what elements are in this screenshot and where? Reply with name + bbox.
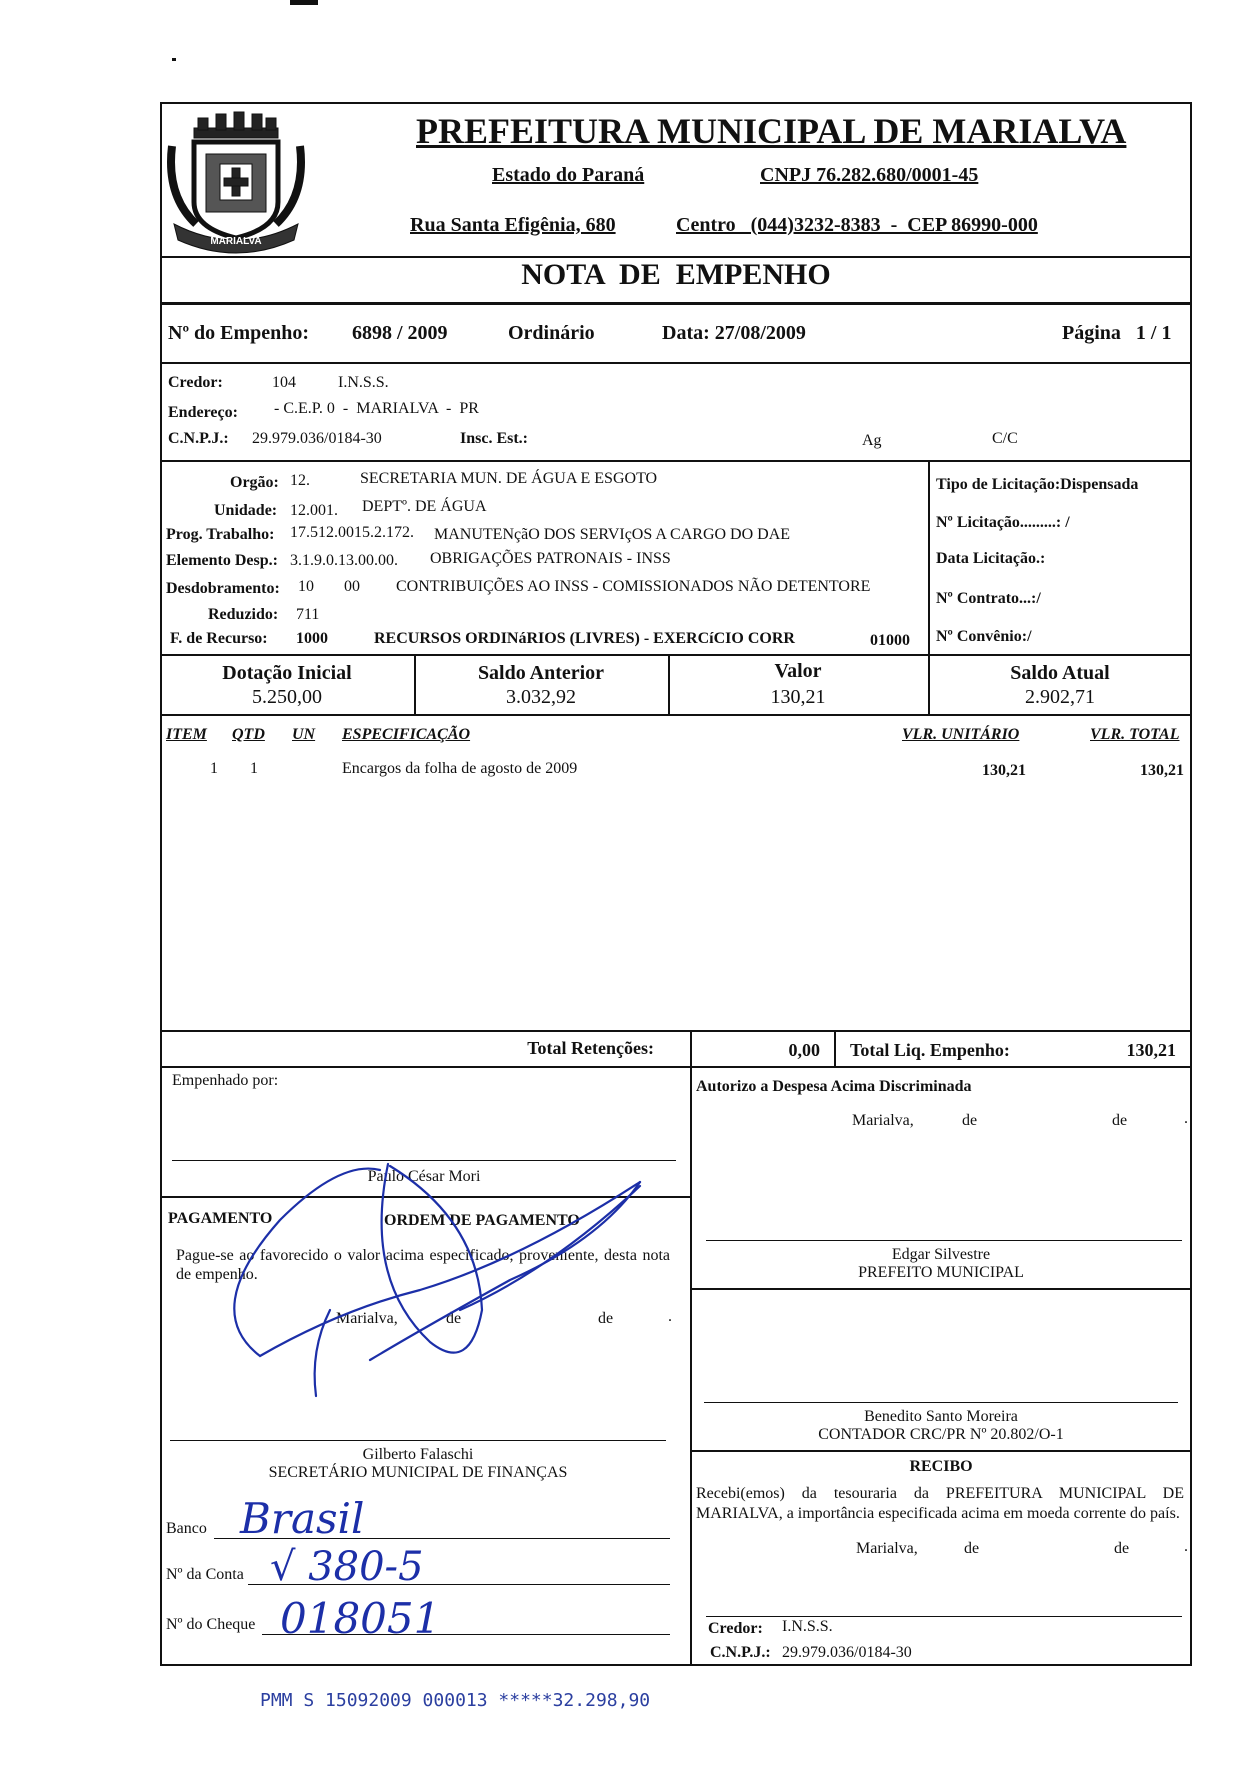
numero-licitacao: Nº Licitação.........: / <box>936 514 1070 531</box>
endereco-label: Endereço: <box>168 404 238 421</box>
items-header-unit-value: VLR. UNITÁRIO <box>902 726 1020 743</box>
empenho-type: Ordinário <box>508 322 595 344</box>
pagamento-de-2: de <box>598 1310 614 1327</box>
orgao-label: Orgão: <box>230 474 279 491</box>
items-header-item: ITEM <box>166 726 207 743</box>
item-total-value: 130,21 <box>1140 762 1184 779</box>
signature-line <box>704 1402 1178 1403</box>
dotacao-inicial-value: 5.250,00 <box>252 686 322 708</box>
recurso-name: RECURSOS ORDINáRIOS (LIVRES) - EXERCíCIO CORR <box>374 630 795 647</box>
autorizo-dot: . <box>1184 1110 1188 1127</box>
page-number: Página 1 / 1 <box>1062 322 1172 344</box>
conta-handwritten: √ 380-5 <box>270 1544 424 1590</box>
rule <box>690 1288 1192 1290</box>
recibo-de-1: de <box>964 1540 980 1557</box>
pagamento-place: Marialva, <box>336 1310 398 1327</box>
reduzido-label: Reduzido: <box>208 606 279 623</box>
rule <box>928 460 930 654</box>
document-title: NOTA DE EMPENHO <box>521 258 831 291</box>
total-liquido-value: 130,21 <box>1126 1040 1176 1060</box>
data-licitacao: Data Licitação.: <box>936 550 1046 567</box>
rule <box>160 362 1192 364</box>
reduzido-value: 711 <box>296 606 320 623</box>
prog-trabalho-label: Prog. Trabalho: <box>166 526 275 543</box>
autorizo-place: Marialva, <box>852 1112 914 1129</box>
recurso-code-2: 01000 <box>870 632 910 649</box>
elemento-name: OBRIGAÇÕES PATRONAIS - INSS <box>430 550 671 567</box>
recibo-credor-value: I.N.S.S. <box>782 1618 833 1635</box>
autorizo-de-2: de <box>1112 1112 1128 1129</box>
pague-text: Pague-se ao favorecido o valor acima especificado, proveniente, desta nota de empenho. <box>176 1247 670 1283</box>
empenhado-por-label: Empenhado por: <box>172 1072 279 1089</box>
empenho-label: Nº do Empenho: <box>168 322 310 344</box>
total-retencoes-label: Total Retenções: <box>527 1038 654 1058</box>
signer-gilberto: Gilberto Falaschi <box>362 1446 474 1463</box>
insc-est-label: Insc. Est.: <box>460 430 529 447</box>
recurso-label: F. de Recurso: <box>170 630 268 647</box>
bank-stamp: PMM S 15092009 000013 *****32.298,90 <box>260 1690 651 1711</box>
banco-label: Banco <box>166 1520 207 1537</box>
cheque-label: Nº do Cheque <box>166 1616 256 1633</box>
credor-code: 104 <box>272 374 296 391</box>
elemento-label: Elemento Desp.: <box>166 552 278 569</box>
pagamento-dot: . <box>668 1308 672 1325</box>
signature-line <box>706 1616 1182 1617</box>
signature-ink <box>220 1160 700 1400</box>
recibo-text: Recebi(emos) da tesouraria da PREFEITURA MUNICIPAL DE MARIALVA, a importância especificada acima em moeda corrente do país. <box>696 1485 1184 1522</box>
ordem-pagamento-label: ORDEM DE PAGAMENTO <box>384 1212 580 1229</box>
scan-mark <box>290 0 318 5</box>
prog-trabalho-name: MANUTENçãO DOS SERVIçOS A CARGO DO DAE <box>434 526 791 543</box>
rule <box>690 1450 1192 1452</box>
cnpj-value-credor: 29.979.036/0184-30 <box>252 430 382 447</box>
recibo-cnpj-label: C.N.P.J.: <box>710 1644 771 1661</box>
orgao-name: SECRETARIA MUN. DE ÁGUA E ESGOTO <box>360 470 658 487</box>
unidade-label: Unidade: <box>214 502 278 519</box>
empenho-number: 6898 / 2009 <box>352 322 448 344</box>
saldo-anterior-value: 3.032,92 <box>506 686 576 708</box>
desdobramento-name: CONTRIBUIÇÕES AO INSS - COMISSIONADOS NÃO DETENTORE <box>396 578 871 595</box>
saldo-atual-label: Saldo Atual <box>1010 662 1110 684</box>
state-label: Estado do Paraná <box>492 164 645 186</box>
items-header-especificacao: ESPECIFICAÇÃO <box>342 726 471 743</box>
signature-line <box>706 1240 1182 1241</box>
item-especificacao: Encargos da folha de agosto de 2009 <box>342 760 578 777</box>
recibo-credor-label: Credor: <box>708 1620 763 1637</box>
item-qtd: 1 <box>250 760 258 777</box>
dotacao-inicial-label: Dotação Inicial <box>222 662 352 684</box>
rule <box>160 714 1192 716</box>
items-header-un: UN <box>292 726 316 743</box>
contact-label: Centro (044)3232-8383 - CEP 86990-000 <box>676 214 1038 236</box>
ag-label: Ag <box>862 432 882 449</box>
prog-trabalho-code: 17.512.0015.2.172. <box>290 524 414 541</box>
recibo-dot: . <box>1184 1538 1188 1555</box>
unidade-name: DEPTº. DE ÁGUA <box>362 498 487 515</box>
cnpj-label-credor: C.N.P.J.: <box>168 430 229 447</box>
recurso-code: 1000 <box>296 630 328 647</box>
items-header-qtd: QTD <box>232 726 265 743</box>
numero-contrato: Nº Contrato...:/ <box>936 590 1041 607</box>
desdobramento-code: 10 <box>298 578 314 595</box>
orgao-code: 12. <box>290 472 310 489</box>
pagamento-de-1: de <box>446 1310 462 1327</box>
items-header-total-value: VLR. TOTAL <box>1090 726 1180 743</box>
signer-gilberto-role: SECRETÁRIO MUNICIPAL DE FINANÇAS <box>268 1464 568 1481</box>
valor-value: 130,21 <box>770 686 826 708</box>
credor-name: I.N.S.S. <box>338 374 389 391</box>
desdobramento-subcode: 00 <box>344 578 360 595</box>
rule <box>160 654 1192 656</box>
signature-line <box>170 1440 666 1441</box>
signer-paulo: Paulo César Mori <box>367 1168 481 1185</box>
cheque-handwritten: 018051 <box>280 1594 441 1643</box>
total-liquido-label: Total Liq. Empenho: <box>850 1040 1010 1060</box>
desdobramento-label: Desdobramento: <box>166 580 280 597</box>
rule <box>160 302 1192 305</box>
tipo-licitacao: Tipo de Licitação:Dispensada <box>936 476 1139 493</box>
endereco-value: - C.E.P. 0 - MARIALVA - PR <box>274 400 479 417</box>
signer-mayor: Edgar Silvestre <box>891 1246 991 1263</box>
cnpj-label: CNPJ 76.282.680/0001-45 <box>760 164 979 186</box>
signer-accountant: Benedito Santo Moreira <box>864 1408 1018 1425</box>
recibo-place: Marialva, <box>856 1540 918 1557</box>
rule <box>834 1030 836 1066</box>
credor-label: Credor: <box>168 374 223 391</box>
coat-of-arms <box>166 106 306 256</box>
recibo-cnpj-value: 29.979.036/0184-30 <box>782 1644 912 1661</box>
unidade-code: 12.001. <box>290 502 338 519</box>
item-number: 1 <box>210 760 218 777</box>
numero-convenio: Nº Convênio:/ <box>936 628 1032 645</box>
banco-handwritten: Brasil <box>240 1494 365 1543</box>
saldo-anterior-label: Saldo Anterior <box>477 662 605 684</box>
address-label: Rua Santa Efigênia, 680 <box>410 214 616 236</box>
scan-mark <box>172 58 176 61</box>
recibo-de-2: de <box>1114 1540 1130 1557</box>
valor-label: Valor <box>774 660 822 682</box>
elemento-code: 3.1.9.0.13.00.00. <box>290 552 398 569</box>
signer-mayor-role: PREFEITO MUNICIPAL <box>858 1264 1024 1281</box>
item-unit-value: 130,21 <box>982 762 1026 779</box>
rule <box>160 1066 1192 1068</box>
coat-of-arms-label: MARIALVA <box>210 236 262 247</box>
signer-accountant-role: CONTADOR CRC/PR Nº 20.802/O-1 <box>818 1426 1064 1443</box>
total-retencoes-value: 0,00 <box>788 1040 820 1060</box>
saldo-atual-value: 2.902,71 <box>1025 686 1095 708</box>
cc-label: C/C <box>992 430 1018 447</box>
page-title: PREFEITURA MUNICIPAL DE MARIALVA <box>416 111 1127 151</box>
pagamento-label: PAGAMENTO <box>168 1210 273 1227</box>
rule <box>160 460 1192 462</box>
rule <box>160 1030 1192 1032</box>
autorizo-de-1: de <box>962 1112 978 1129</box>
recibo-title: RECIBO <box>909 1458 973 1475</box>
empenho-date: Data: 27/08/2009 <box>662 322 806 344</box>
autorizo-label: Autorizo a Despesa Acima Discriminada <box>696 1078 972 1095</box>
conta-label: Nº da Conta <box>166 1566 244 1583</box>
